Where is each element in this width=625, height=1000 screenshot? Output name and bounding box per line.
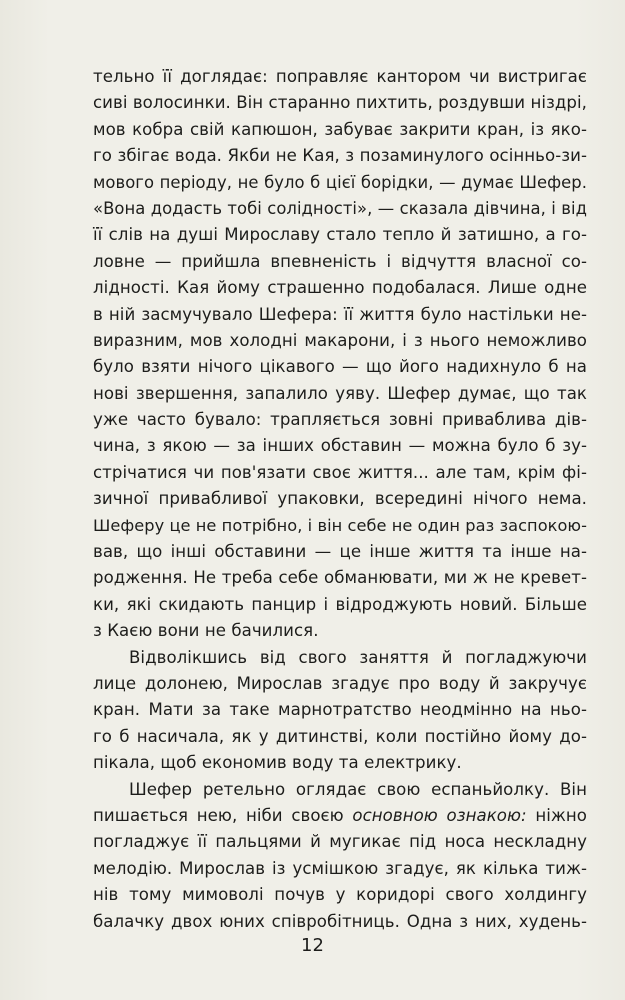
page-number: 12 [301,935,324,956]
text-line: зичної привабливої упаковки, всередині нічого нема. [93,489,587,509]
text-line: мов кобра свій капюшон, забуває закрити кран, із яко- [93,119,587,139]
body-text [93,64,587,935]
text-line: Шеферу це не потрібно, і він себе не один раз заспокою- [93,515,587,535]
text-line: «Вона додасть тобі солідності», — сказала дівчина, і від [93,198,587,218]
text-line: уже часто бувало: трапляється зовні приваблива дів- [93,410,587,430]
text-line: нів тому мимоволі почув у коридорі свого холдингу [93,885,587,905]
text-line: тельно її доглядає: поправляє кантором чи вистригає [93,67,587,86]
text-line: погладжує її пальцями й мугикає під носа нескладну [93,832,587,852]
text-line: родження. Не треба себе обманювати, ми ж не кревет- [93,568,587,588]
text-line: з Каєю вони не бачилися. [93,621,319,641]
text-line: ки, які скидають панцир і відроджують новий. Більше [93,594,587,614]
text-line: го збігає вода. Якби не Кая, з позаминулого осінньо-зи- [93,146,587,166]
text-line: ловне — прийшла впевненість і відчуття власної со- [93,251,587,271]
text-segment: пишається нею, ніби своєю [93,805,353,825]
emphasized-text: основною ознакою: [352,805,527,825]
text-line: її слів на душі Мирославу стало тепло й затишно, а го- [93,225,587,245]
text-line: в ній засмучувало Шефера: її життя було настільки не- [93,304,587,324]
text-line: стрічатися чи пов'язати своє життя... але там, крім фі- [93,462,587,482]
text-line: нові звершення, запалило уяву. Шефер думає, що так [93,383,587,403]
text-line: го б насичала, як у дитинстві, коли постійно йому до- [93,726,587,746]
text-line [93,803,587,829]
text-line: мелодію. Мирослав із усмішкою згадує, як кілька тиж- [93,858,587,878]
text-line: вав, що інші обставини — це інше життя та інше на- [93,542,587,562]
text-line: балачку двох юних співробітниць. Одна з них, худень- [93,911,587,931]
text-line: сиві волосинки. Він старанно пихтить, роздувши ніздрі, [93,93,587,113]
text-line: лідності. Кая йому страшенно подобалася. Лише одне [93,278,587,298]
text-segment: ніжно [526,805,587,825]
text-line: пікала, щоб економив воду та електрику. [93,753,462,773]
text-line: виразним, мов холодні макарони, і з нього неможливо [93,330,587,350]
text-line: Шефер ретельно оглядає свою еспаньйолку. Він [129,779,587,799]
text-line: лице долонею, Мирослав згадує про воду й закручує [93,673,587,693]
text-line: мового періоду, не було б цієї борідки, — думає Шефер. [93,172,587,192]
text-line: чина, з якою — за інших обставин — можна було б зу- [93,436,587,456]
text-line: кран. Мати за таке марнотратство неодмінно на ньо- [93,700,587,720]
text-line: було взяти нічого цікавого — що його надихнуло б на [93,357,587,377]
text-line: Відволікшись від свого заняття й погладжуючи [129,647,587,667]
